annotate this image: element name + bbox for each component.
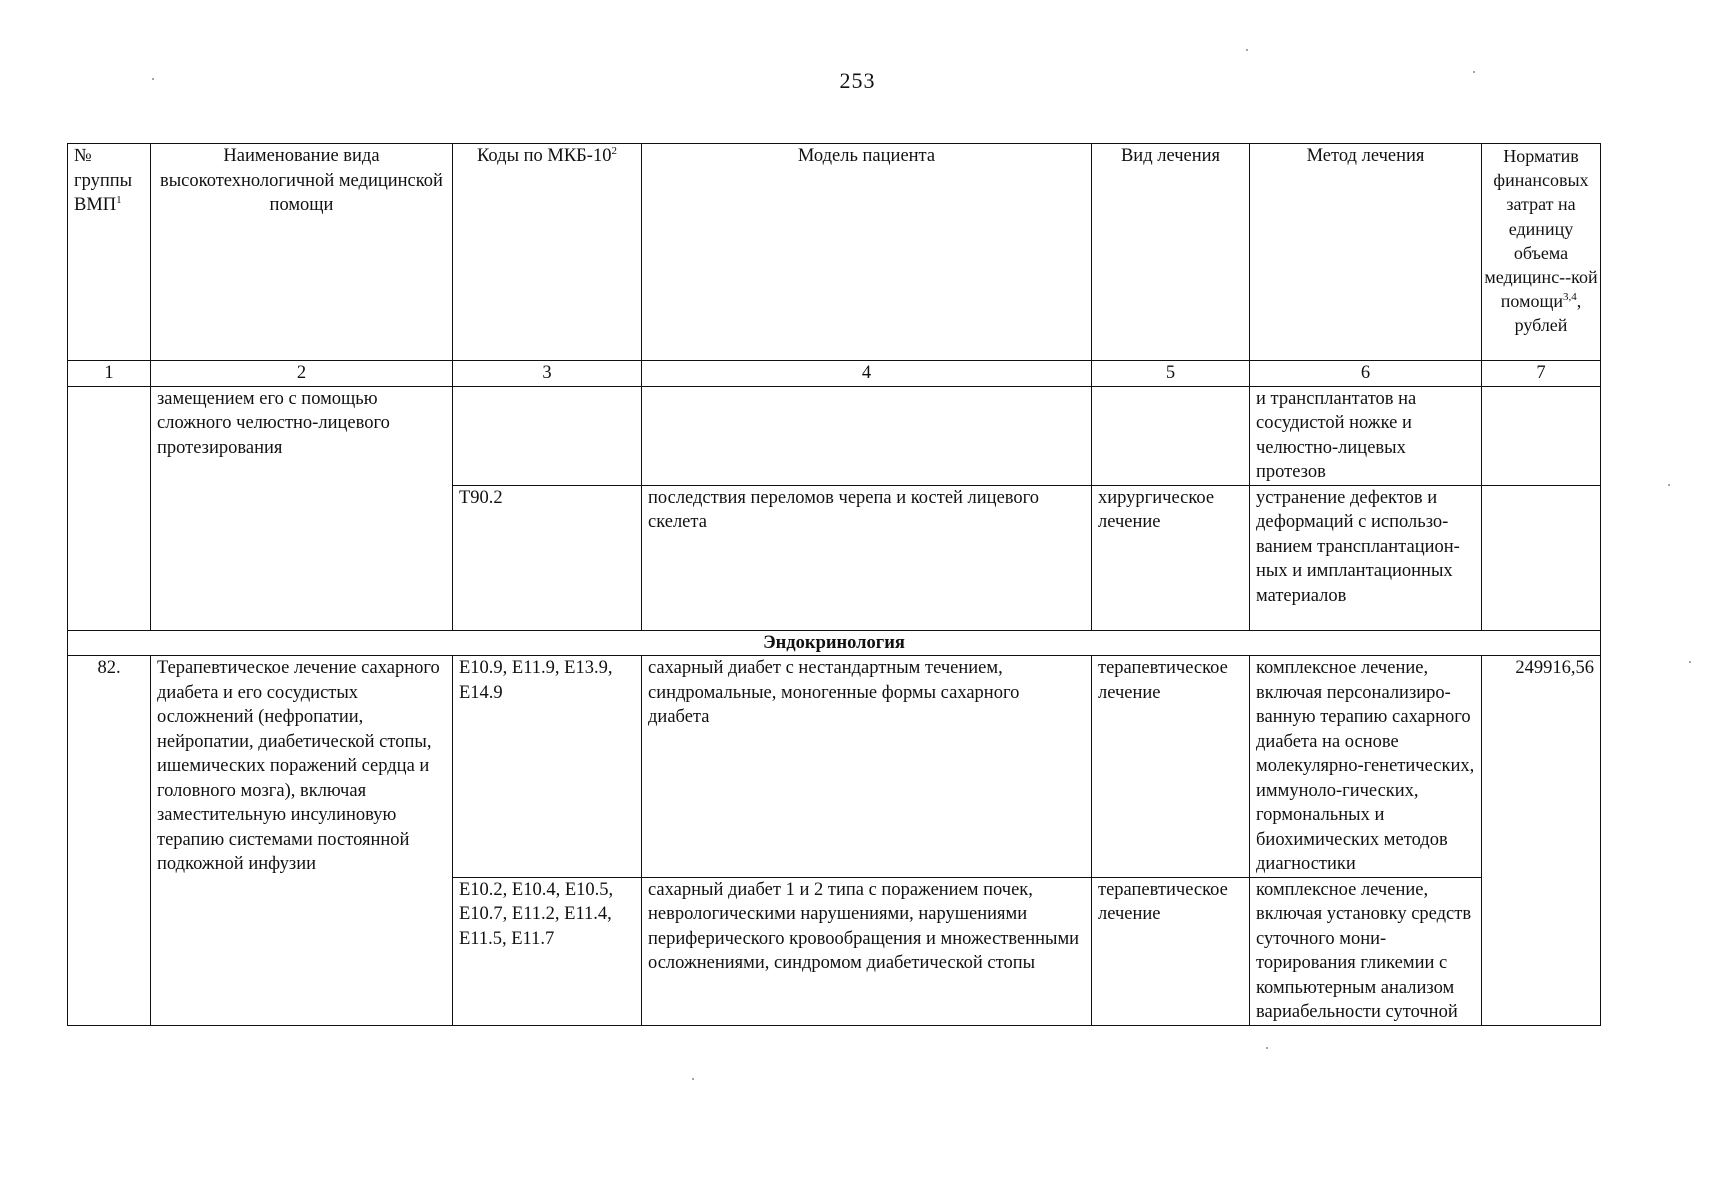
- cell-cost: [1482, 485, 1601, 630]
- column-number: 7: [1482, 361, 1601, 387]
- vmp-table: [67, 143, 1601, 1026]
- cell-care-name: замещением его с помощью сложного челюстно-лицевого протезирования: [151, 386, 453, 630]
- scan-speck: [152, 78, 154, 80]
- cell-icd-codes: E10.2, E10.4, E10.5, E10.7, E11.2, E11.4, E11.5, E11.7: [453, 877, 642, 1025]
- cell-treatment-type: [1092, 386, 1250, 485]
- cell-treatment-method: комплексное лечение, включая установку средств суточного мони-торирования гликемии с компьютерным анализом вариабельности суточной: [1250, 877, 1482, 1025]
- column-number: 5: [1092, 361, 1250, 387]
- table-row: [68, 386, 1601, 485]
- cell-icd-codes: T90.2: [453, 485, 642, 630]
- cell-icd-codes: E10.9, E11.9, E13.9, E14.9: [453, 656, 642, 878]
- cell-cost: 249916,56: [1482, 656, 1601, 1026]
- cell-patient-model: сахарный диабет 1 и 2 типа с поражением почек, неврологическими нарушениями, нарушениями периферического кровообращения и множественными осложнениями, синдромом диабетической стопы: [642, 877, 1092, 1025]
- scan-speck: [692, 1078, 694, 1080]
- header-treatment-method: Метод лечения: [1250, 144, 1482, 361]
- table-header-row: [68, 144, 1601, 361]
- section-row: [68, 630, 1601, 656]
- header-care-name: Наименование вида высокотехнологичной медицинской помощи: [151, 144, 453, 361]
- cell-patient-model: сахарный диабет с нестандартным течением, синдромальные, моногенные формы сахарного диабета: [642, 656, 1092, 878]
- header-group-number: № группы ВМП$^1$: [68, 144, 151, 361]
- column-number-row: [68, 361, 1601, 387]
- cell-cost: [1482, 386, 1601, 485]
- header-patient-model: Модель пациента: [642, 144, 1092, 361]
- cell-treatment-method: устранение дефектов и деформаций с использо-ванием трансплантацион-ных и имплантационных материалов: [1250, 485, 1482, 630]
- scan-speck: [1266, 1047, 1268, 1049]
- table-row: [68, 656, 1601, 878]
- column-number: 2: [151, 361, 453, 387]
- cell-patient-model: последствия переломов черепа и костей лицевого скелета: [642, 485, 1092, 630]
- column-number: 6: [1250, 361, 1482, 387]
- section-title: Эндокринология: [68, 630, 1601, 656]
- cell-patient-model: [642, 386, 1092, 485]
- header-icd-codes: Коды по МКБ-$10^2$: [453, 144, 642, 361]
- cell-icd-codes: [453, 386, 642, 485]
- column-number: 3: [453, 361, 642, 387]
- cell-care-name: Терапевтическое лечение сахарного диабета и его сосудистых осложнений (нефропатии, нейропатии, диабетической стопы, ишемических поражений сердца и головного мозга), включая заместительную инсулиновую терапию системами постоянной подкожной инфузии: [151, 656, 453, 1026]
- cell-group-number: [68, 386, 151, 630]
- page-number: 253: [839, 68, 876, 93]
- scan-speck: [1668, 484, 1670, 486]
- column-number: 4: [642, 361, 1092, 387]
- cell-group-number: 82.: [68, 656, 151, 1026]
- scan-speck: [1246, 49, 1248, 51]
- cell-treatment-type: терапевтическое лечение: [1092, 656, 1250, 878]
- column-number: 1: [68, 361, 151, 387]
- cell-treatment-type: хирургическое лечение: [1092, 485, 1250, 630]
- cell-treatment-method: комплексное лечение, включая персонализиро-ванную терапию сахарного диабета на основе молекулярно-генетических, иммуноло-гических, гормональных и биохимических методов диагностики: [1250, 656, 1482, 878]
- cell-treatment-method: и трансплантатов на сосудистой ножке и челюстно-лицевых протезов: [1250, 386, 1482, 485]
- header-treatment-type: Вид лечения: [1092, 144, 1250, 361]
- scan-speck: [1473, 71, 1475, 73]
- header-cost-norm: Норматив финансовых затрат на единицу объема медицинс--кой помощи$^{3,4}$, рублей: [1482, 144, 1601, 361]
- cell-treatment-type: терапевтическое лечение: [1092, 877, 1250, 1025]
- scan-speck: [1689, 661, 1691, 663]
